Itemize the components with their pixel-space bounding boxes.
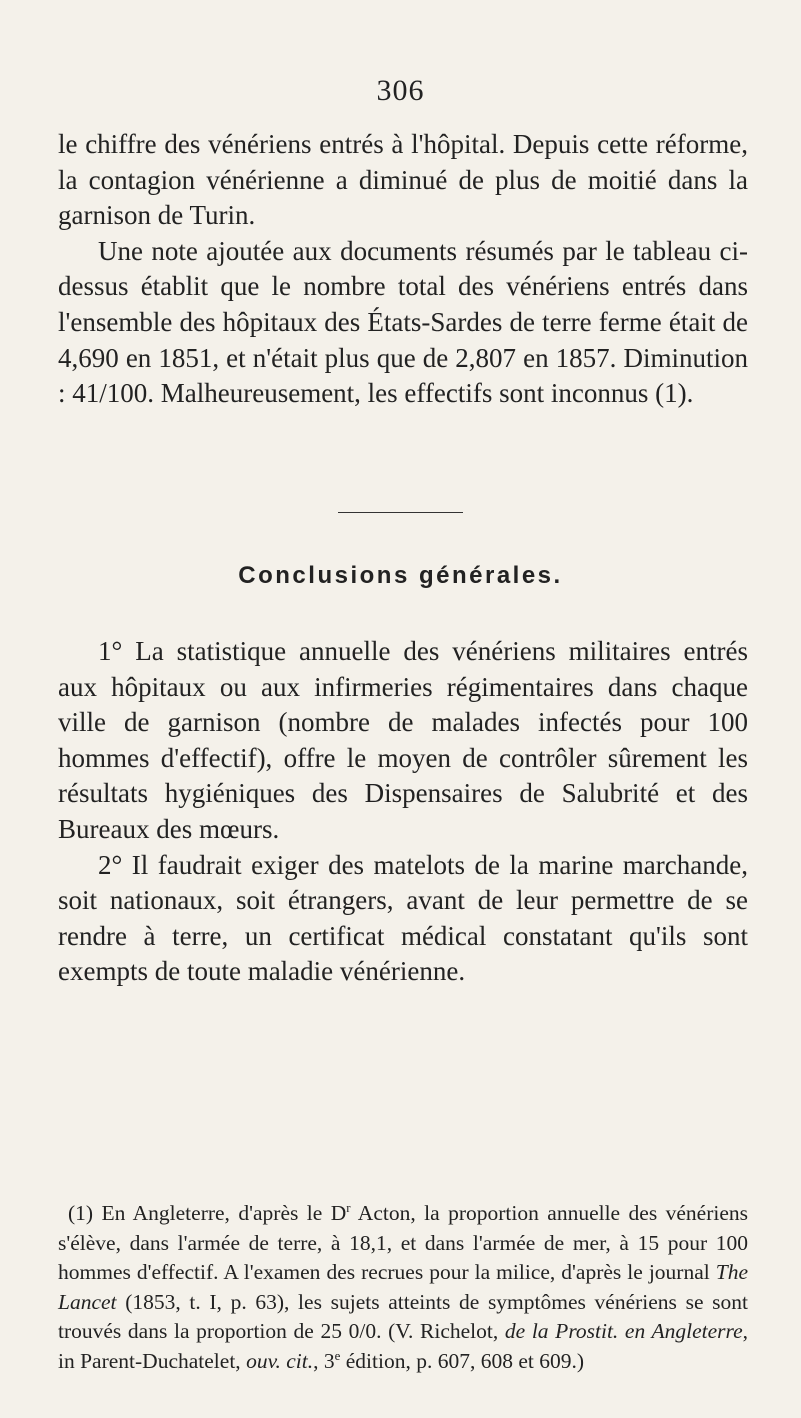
footnote-marker: (1)	[68, 1201, 94, 1225]
page-number: 306	[376, 74, 425, 107]
paragraph-text: Une note ajoutée aux documents résumés par le tableau ci-dessus établit que le nombre total des vénériens entrés dans l'ensemble des hôpitaux des États-Sardes de terre ferme était de 4,690 en 1851, et n'était plus que de 2,807 en 1857. Diminution : 41/100. Malheureusement, les effectifs sont inconnus	[58, 235, 748, 409]
paragraph: le chiffre des vénériens entrés à l'hôpital. Depuis cette réforme, la contagion vénérienne a diminué de plus de moitié dans la garnison de Turin.	[58, 129, 748, 231]
footnote	[58, 1199, 748, 1377]
paragraph-end: .	[686, 378, 694, 409]
footnote-segment: En Angleterre, d'après le D	[101, 1201, 347, 1225]
journal-title: The Lancet	[58, 1260, 748, 1314]
conclusion-2: 2° Il faudrait exiger des matelots de la marine marchande, soit nationaux, soit étrangers, avant de leur permettre de se rendre à terre, un certificat médical constatant qu'ils sont exempts de toute maladie vénérienne.	[58, 849, 748, 987]
paragraph	[58, 234, 748, 412]
text-block-top	[58, 127, 748, 412]
footnote-segment: (1853, t. I, p. 63), les sujets atteints de symptômes vénériens se sont trouvés dans la proportion de 25 0/0. (V. Richelot,	[58, 1289, 748, 1344]
section-heading: Conclusions générales.	[238, 562, 563, 589]
footnote-segment: édition, p. 607, 608 et 609.)	[340, 1348, 584, 1373]
footnote-segment: , 3	[313, 1348, 335, 1373]
work-abbreviation: ouv. cit.	[246, 1348, 314, 1373]
section-divider	[338, 512, 463, 513]
footnote-superscript: r	[346, 1200, 351, 1215]
footnote-superscript: e	[334, 1348, 341, 1363]
footnote-reference: (1)	[655, 378, 687, 409]
footnote-segment: Acton, la proportion annuelle des vénériens s'élève, dans l'armée de terre, à 18,1, et dans l'armée de mer, à 15 pour 100 hommes d'effectif. A l'examen des recrues pour la milice, d'après le journal	[58, 1201, 748, 1285]
work-title: de la Prostit. en Angleterre	[504, 1319, 743, 1344]
footnote-text	[58, 1199, 748, 1377]
footnote-segment: , in Parent-Duchatelet,	[58, 1319, 748, 1373]
text-block-conclusions	[58, 634, 748, 990]
conclusion-1: 1° La statistique annuelle des vénériens militaires entrés aux hôpitaux ou aux infirmeries régimentaires dans chaque ville de garnison (nombre de malades infectés pour 100 hommes d'effectif), offre le moyen de contrôler sûrement les résultats hygiéniques des Dispensaires de Salubrité et des Bureaux des mœurs.	[58, 636, 748, 844]
